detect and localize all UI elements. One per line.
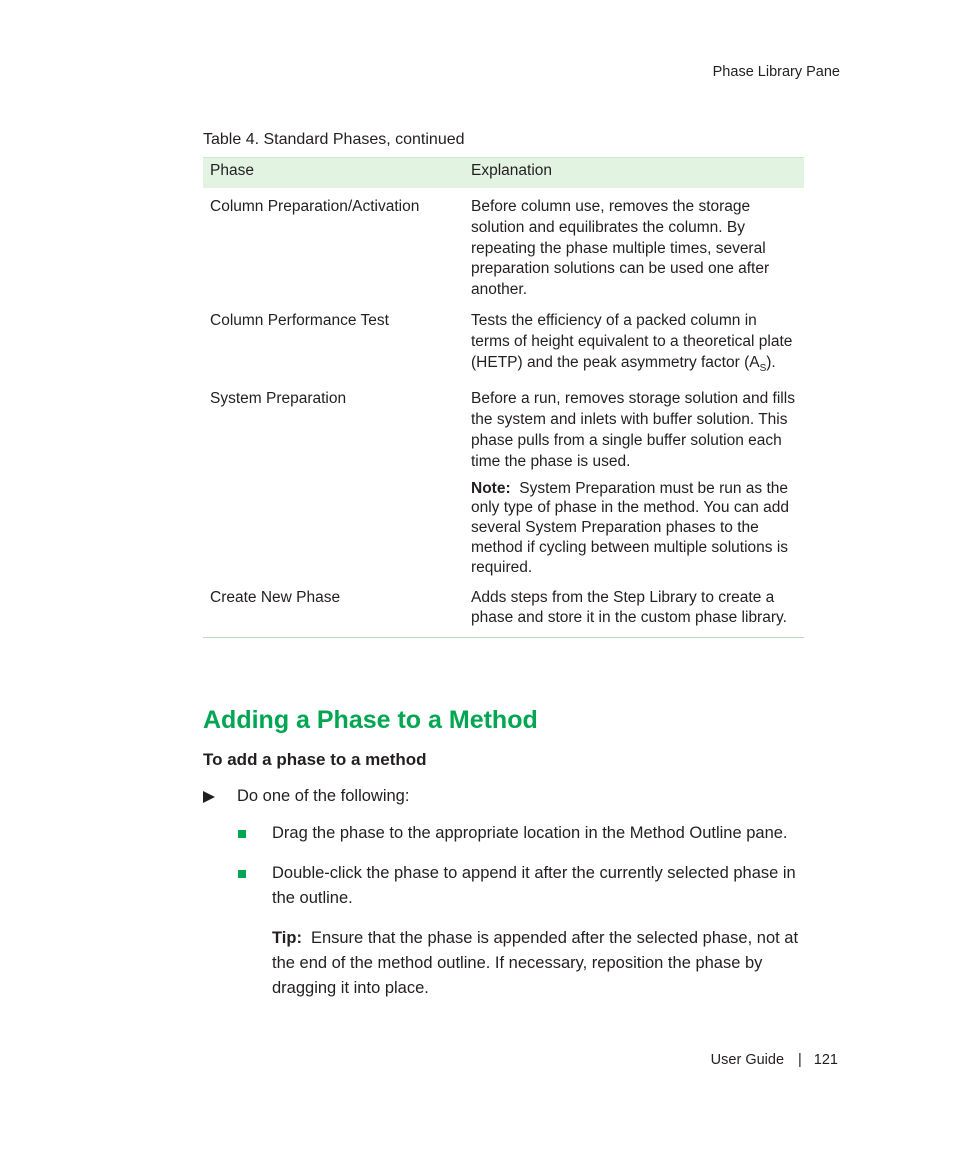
footer-doc-name: User Guide xyxy=(710,1052,785,1068)
table-caption: Table 4. Standard Phases, continued xyxy=(203,131,465,148)
phase-explanation xyxy=(464,188,804,311)
list-item xyxy=(238,861,821,911)
square-bullet-icon xyxy=(238,870,246,878)
section-title: Adding a Phase to a Method xyxy=(203,706,538,734)
page-footer xyxy=(711,1052,838,1068)
explanation-text: Before column use, removes the storage solution and equilibrates the column. By repeating the phase multiple times, several preparation solutions can be used one after another. xyxy=(471,198,770,299)
phase-explanation xyxy=(464,588,804,638)
phase-name: Column Preparation/Activation xyxy=(210,198,420,215)
subscript-s: S xyxy=(759,362,767,374)
explanation-text: Adds steps from the Step Library to create a phase and store it in the custom phase library. xyxy=(471,588,787,627)
note-label: Note: xyxy=(471,479,511,497)
table-row xyxy=(203,311,804,389)
table-row xyxy=(203,188,804,311)
page-number: 121 xyxy=(813,1052,838,1068)
note xyxy=(471,479,798,578)
procedure-heading: To add a phase to a method xyxy=(203,750,427,769)
step-text: Do one of the following: xyxy=(237,787,410,805)
note-text: System Preparation must be run as the only type of phase in the method. You can add several System Preparation phases to the method if cycling between multiple solutions is required. xyxy=(471,479,789,576)
phase-name: System Preparation xyxy=(210,390,347,408)
explanation-text: Before a run, removes storage solution and fills the system and inlets with buffer solution. This phase pulls from a single buffer solution each time the phase is used. xyxy=(471,390,795,470)
running-head: Phase Library Pane xyxy=(712,64,840,80)
table-row xyxy=(203,389,804,587)
header-explanation: Explanation xyxy=(464,158,804,189)
explanation-text-pre: Tests the efficiency of a packed column in terms of height equivalent to a theoretical plate (HETP) and the peak asymmetry factor (A xyxy=(471,311,793,371)
square-bullet-icon xyxy=(238,830,246,838)
phase-explanation xyxy=(464,311,804,389)
tip-text: Ensure that the phase is appended after the selected phase, not at the end of the method outline. If necessary, reposition the phase by dragging it into place. xyxy=(272,929,799,997)
phase-name: Create New Phase xyxy=(210,588,341,606)
list-item xyxy=(238,821,821,846)
explanation-text-post: ). xyxy=(766,353,776,371)
table-header-row xyxy=(203,158,804,189)
triangle-right-icon xyxy=(203,791,215,803)
standard-phases-table xyxy=(203,157,804,638)
explanation-text xyxy=(471,311,798,379)
list-item-text: Drag the phase to the appropriate location in the Method Outline pane. xyxy=(272,824,788,842)
header-phase: Phase xyxy=(203,158,464,189)
tip-label: Tip: xyxy=(272,929,302,947)
tip xyxy=(272,926,812,1001)
table-row xyxy=(203,588,804,638)
phase-name: Column Performance Test xyxy=(210,311,389,329)
phase-explanation xyxy=(464,389,804,587)
list-item-text: Double-click the phase to append it after the currently selected phase in the outline. xyxy=(272,864,796,907)
footer-separator: | xyxy=(798,1052,802,1068)
